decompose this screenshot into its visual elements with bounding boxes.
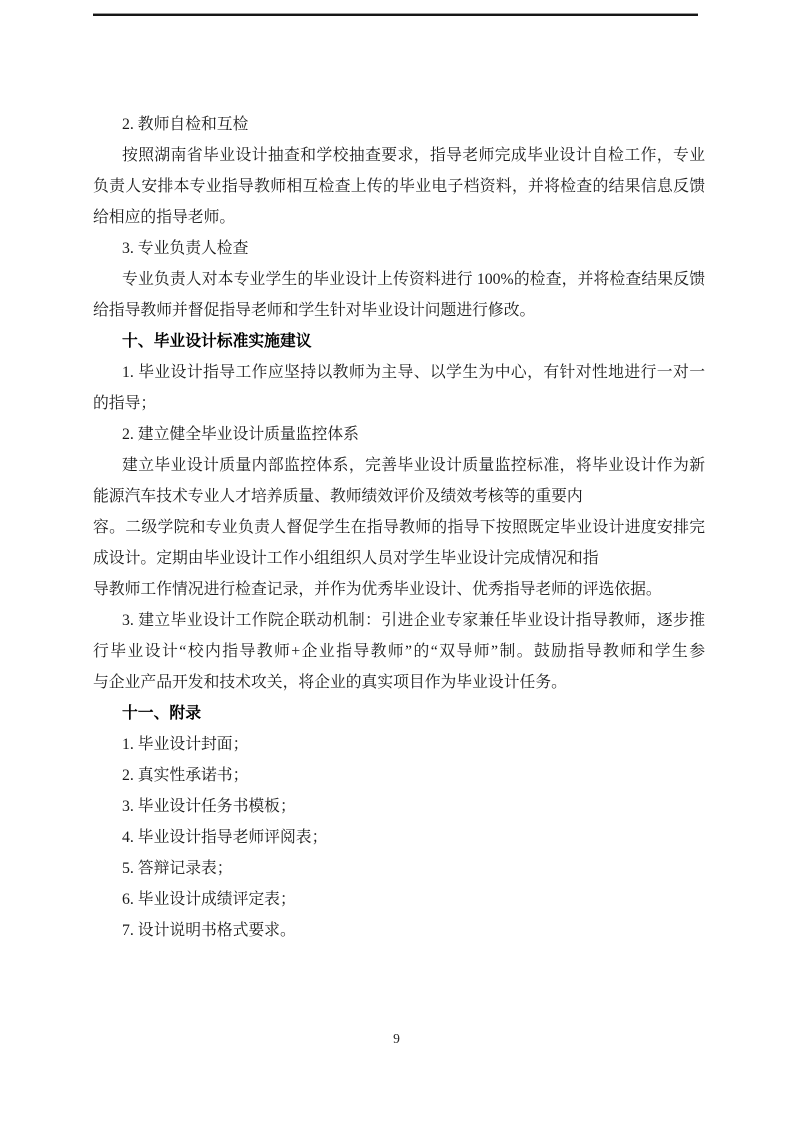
header-rule — [93, 13, 698, 16]
doc-line: 专业负责人对本专业学生的毕业设计上传资料进行 100%的检查，并将检查结果反馈 — [122, 271, 705, 288]
appendix-item: 1. 毕业设计封面； — [122, 736, 249, 753]
section-heading-10: 十、毕业设计标准实施建议 — [122, 333, 312, 350]
doc-line: 给相应的指导老师。 — [93, 209, 236, 226]
doc-line: 给指导教师并督促指导老师和学生针对毕业设计问题进行修改。 — [93, 302, 536, 319]
doc-line: 按照湖南省毕业设计抽查和学校抽查要求，指导老师完成毕业设计自检工作，专业 — [122, 147, 705, 164]
doc-line: 负责人安排本专业指导教师相互检查上传的毕业电子档资料，并将检查的结果信息反馈 — [93, 178, 705, 195]
doc-line: 导教师工作情况进行检查记录，并作为优秀毕业设计、优秀指导老师的评选依据。 — [93, 581, 662, 598]
doc-line: 3. 专业负责人检查 — [122, 240, 249, 257]
section-heading-11: 十一、附录 — [122, 705, 201, 722]
doc-line: 的指导； — [93, 395, 157, 412]
doc-line: 2. 建立健全毕业设计质量监控体系 — [122, 426, 359, 443]
page-number: 9 — [393, 1031, 400, 1046]
doc-line: 建立毕业设计质量内部监控体系，完善毕业设计质量监控标准，将毕业设计作为新 — [122, 457, 705, 474]
doc-line: 成设计。定期由毕业设计工作小组组织人员对学生毕业设计完成情况和指 — [93, 550, 599, 567]
doc-line: 3. 建立毕业设计工作院企联动机制：引进企业专家兼任毕业设计指导教师，逐步推 — [122, 612, 705, 629]
doc-line: 2. 教师自检和互检 — [122, 116, 249, 133]
doc-line: 与企业产品开发和技术攻关，将企业的真实项目作为毕业设计任务。 — [93, 674, 567, 691]
appendix-item: 5. 答辩记录表； — [122, 860, 233, 877]
appendix-item: 4. 毕业设计指导老师评阅表； — [122, 829, 328, 846]
appendix-item: 6. 毕业设计成绩评定表； — [122, 891, 296, 908]
appendix-item: 7. 设计说明书格式要求。 — [122, 922, 296, 939]
appendix-item: 3. 毕业设计任务书模板； — [122, 798, 296, 815]
appendix-item: 2. 真实性承诺书； — [122, 767, 249, 784]
doc-line: 1. 毕业设计指导工作应坚持以教师为主导、以学生为中心，有针对性地进行一对一 — [122, 364, 705, 381]
document-body — [93, 109, 705, 946]
doc-line: 能源汽车技术专业人才培养质量、教师绩效评价及绩效考核等的重要内 — [93, 488, 583, 505]
doc-line: 容。二级学院和专业负责人督促学生在指导教师的指导下按照既定毕业设计进度安排完 — [93, 519, 705, 536]
doc-line: 行毕业设计“校内指导教师+企业指导教师”的“双导师”制。鼓励指导教师和学生参 — [93, 643, 705, 660]
